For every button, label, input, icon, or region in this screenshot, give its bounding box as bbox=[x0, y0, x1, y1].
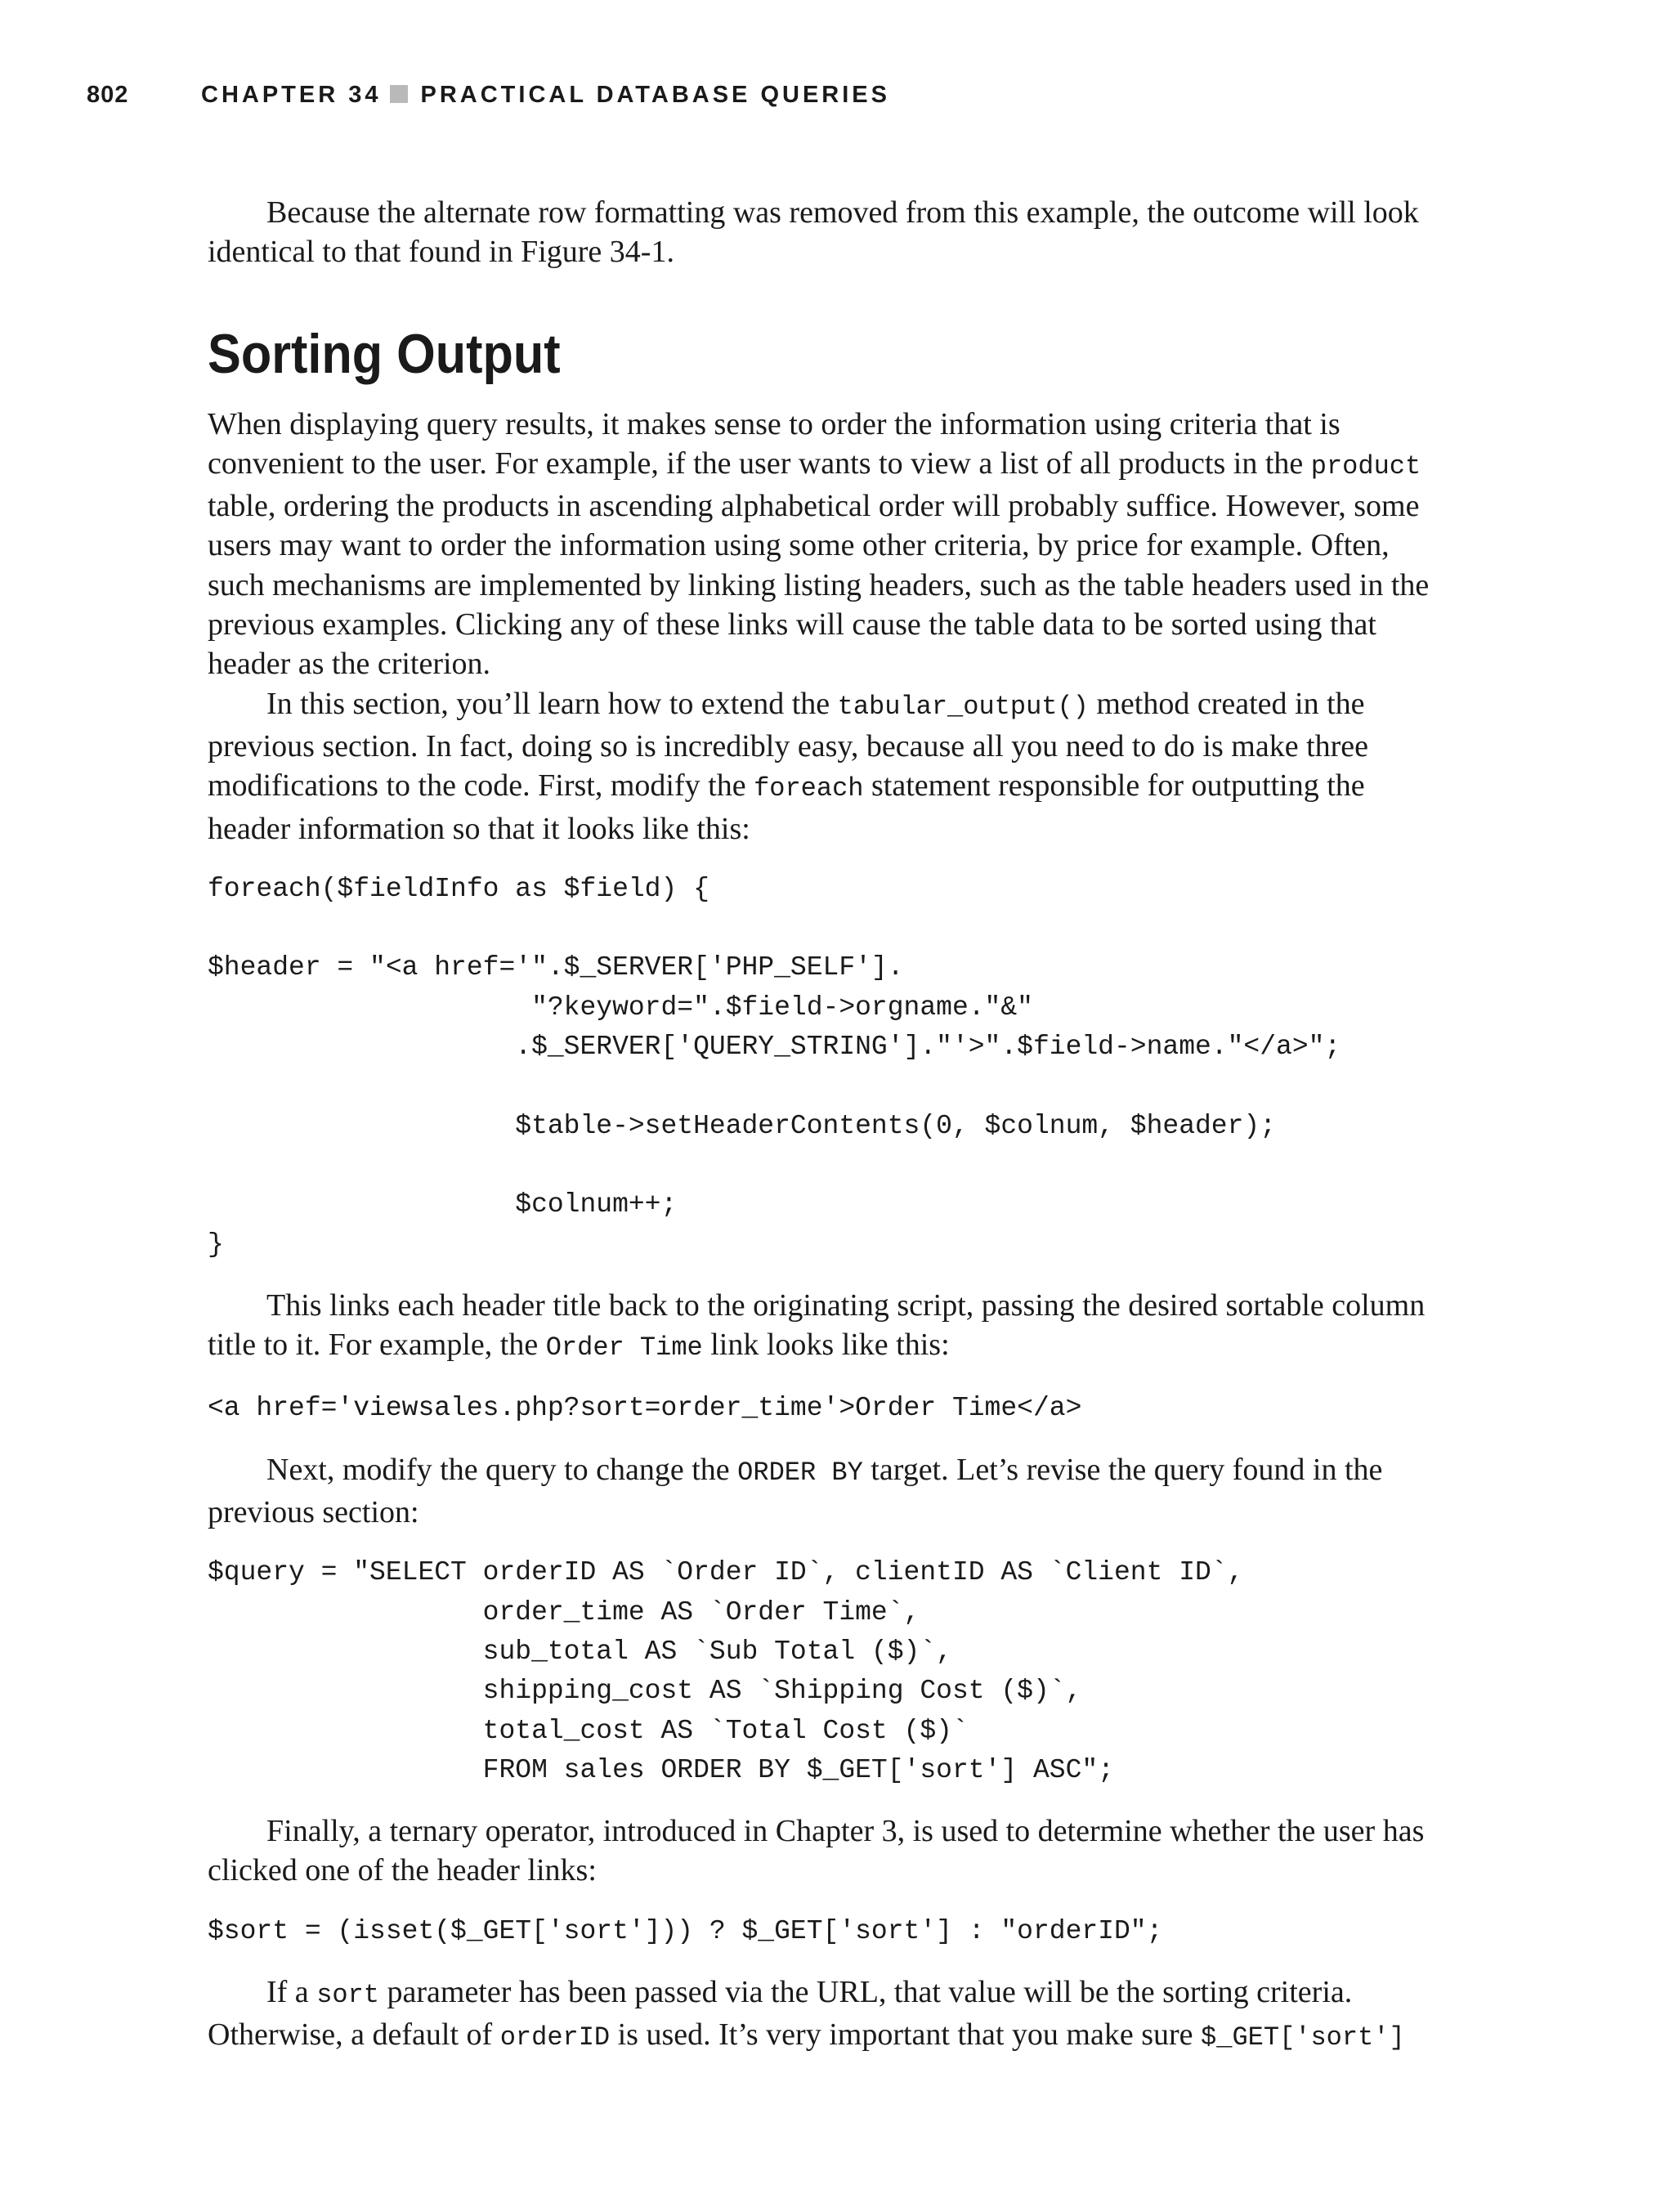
inline-code: orderID bbox=[499, 2022, 611, 2053]
chapter-number: CHAPTER 34 bbox=[201, 82, 382, 108]
section-heading: Sorting Output bbox=[208, 322, 561, 385]
text-run: This links each header title back to the originating script, passing the desired sortable column title to it. For example, the bbox=[208, 1287, 1426, 1363]
text-run: link looks like this: bbox=[702, 1328, 950, 1363]
page-number: 802 bbox=[87, 82, 129, 108]
inline-code: $_GET['sort'] bbox=[1201, 2022, 1405, 2053]
paragraph-header-links bbox=[208, 1286, 1450, 1368]
running-header bbox=[0, 82, 1674, 114]
code-listing-sort: $sort = (isset($_GET['sort'])) ? $_GET['sort'] : "orderID"; bbox=[208, 1915, 1163, 1946]
paragraph-ternary: Finally, a ternary operator, introduced in Chapter 3, is used to determine whether the user has clicked one of the header links: bbox=[208, 1814, 1425, 1888]
paragraph-sort-parameter bbox=[208, 1972, 1450, 2058]
inline-code: foreach bbox=[754, 773, 864, 804]
paragraph-modify-query bbox=[208, 1450, 1450, 1533]
text-run: method created in the previous section. In fact, doing so is incredibly easy, because all you need to do is make three modifications to the code. First, modify the bbox=[208, 686, 1369, 804]
code-listing-link: <a href='viewsales.php?sort=order_time'>Order Time</a> bbox=[208, 1393, 1082, 1424]
text-run: If a bbox=[266, 1974, 317, 2009]
text-run: Next, modify the query to change the bbox=[266, 1452, 738, 1487]
text-run: target. Let’s revise the query found in the previous section: bbox=[208, 1452, 1383, 1530]
separator-square-icon bbox=[390, 85, 408, 103]
page-body bbox=[208, 193, 1450, 2058]
inline-code: ORDER BY bbox=[737, 1457, 863, 1488]
code-listing-foreach: foreach($fieldInfo as $field) { $header = "<a href='".$_SERVER['PHP_SELF']. "?keyword=".$field->orgname."&" .$_SERVER['QUERY_STRING']."'>".$field->name."</a>"; $table->setHeaderContents(0, $colnum, $header); $colnum++; } bbox=[208, 873, 1341, 1260]
intro-paragraph: Because the alternate row formatting was removed from this example, the outcome will look identical to that found in Figure 34-1. bbox=[208, 195, 1419, 270]
paragraph-extend-method bbox=[208, 684, 1450, 849]
code-listing-query: $query = "SELECT orderID AS `Order ID`, clientID AS `Client ID`, order_time AS `Order Time`, sub_total AS `Sub Total ($)`, shipping_cost AS `Shipping Cost ($)`, total_cost AS `Total Cost ($)` FROM sales ORDER BY $_GET['sort'] ASC"; bbox=[208, 1557, 1244, 1785]
chapter-name: PRACTICAL DATABASE QUERIES bbox=[420, 82, 890, 108]
text-run: parameter has been passed via the URL, that value will be the sorting criteria. Otherwise, a default of bbox=[208, 1974, 1353, 2053]
inline-code: product bbox=[1310, 450, 1421, 481]
inline-code: Order Time bbox=[545, 1332, 703, 1363]
text-run: table, ordering the products in ascending alphabetical order will probably suffice. However, some users may want to order the information using some other criteria, by price for example. Often, such mechanisms are implemented by linking listing headers, such as the table headers used in the previous examples. Clicking any of these links will cause the table data to be sorted using that header as the criterion. bbox=[208, 489, 1430, 682]
paragraph-sorting-intro bbox=[208, 405, 1450, 684]
inline-code: sort bbox=[316, 1979, 379, 2010]
chapter-title bbox=[201, 82, 890, 109]
text-run: is used. It’s very important that you make sure bbox=[610, 2017, 1202, 2053]
text-run: statement responsible for outputting the header information so that it looks like this: bbox=[208, 768, 1365, 846]
inline-code: tabular_output() bbox=[837, 691, 1089, 722]
text-run: When displaying query results, it makes sense to order the information using criteria that is convenient to the user. For example, if the user wants to view a list of all products in the bbox=[208, 406, 1341, 481]
text-run: In this section, you’ll learn how to extend the bbox=[266, 686, 838, 721]
